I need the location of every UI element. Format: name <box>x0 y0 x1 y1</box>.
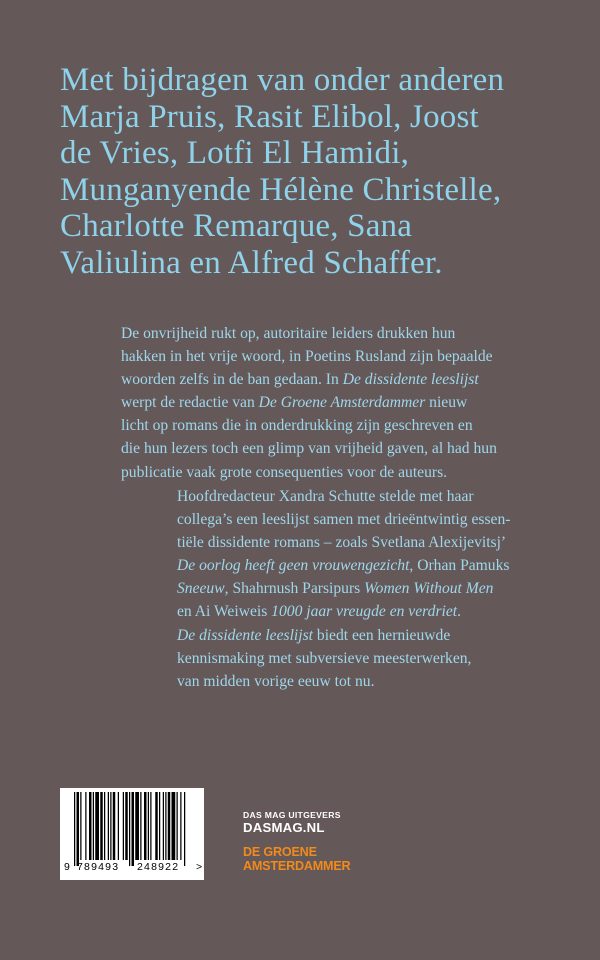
barcode-bar <box>113 792 116 860</box>
barcode-bar <box>144 792 147 860</box>
de-groene-logo <box>243 846 350 873</box>
text-run: en Ai Weiweis <box>177 603 272 621</box>
barcode-bar <box>148 792 149 860</box>
text-run: biedt een hernieuwde <box>313 627 451 644</box>
book-title: De dissidente leeslijst <box>177 627 313 644</box>
paragraph-line: licht op romans die in onderdrukking zijn geschreven en <box>121 417 473 435</box>
barcode-bar <box>95 792 99 860</box>
book-title: Sneeuw <box>177 580 225 598</box>
paragraph-line <box>121 391 581 414</box>
barcode-digits <box>60 861 204 877</box>
text-run: woorden zelfs in de ban gedaan. In <box>121 371 343 389</box>
barcode-arrow: > <box>196 861 203 873</box>
barcode-bar <box>184 792 185 866</box>
barcode-left-group: 789493 <box>77 861 120 873</box>
paragraph-line: De onvrijheid rukt op, autoritaire leiders drukken hun <box>121 325 456 342</box>
barcode-bar <box>89 792 92 860</box>
publisher-name: DAS MAG UITGEVERS <box>243 810 341 820</box>
paragraph-line: van midden vorige eeuw tot nu. <box>177 673 375 691</box>
logo-line: AMSTERDAMMER <box>243 858 351 873</box>
blurb-paragraph-2 <box>177 485 577 624</box>
headline-line: de Vries, Lotfi El Hamidi, <box>60 135 410 172</box>
barcode-bar <box>168 792 171 860</box>
paragraph-line <box>177 624 577 647</box>
barcode-bar <box>129 792 130 866</box>
publisher-logo <box>243 810 341 836</box>
barcode-bar <box>74 792 75 866</box>
blurb-paragraph-1 <box>121 322 581 484</box>
barcode-bar <box>163 792 164 860</box>
barcode-bar <box>180 792 181 860</box>
paragraph-line: tiële dissidente romans – zoals Svetlana Alexijevitsj’ <box>177 534 507 552</box>
barcode-bar <box>93 792 94 860</box>
headline-line: Met bijdragen van onder anderen <box>60 62 505 98</box>
headline-line: Marja Pruis, Rasit Elibol, Joost <box>60 98 479 135</box>
contributors-headline <box>60 62 580 282</box>
barcode-bar <box>104 792 105 860</box>
text-run: werpt de redactie van <box>121 394 259 412</box>
headline-line: Valiulina en Alfred Schaffer. <box>60 244 443 281</box>
barcode-bar <box>118 792 119 860</box>
barcode-bar <box>125 792 128 860</box>
barcode-bar <box>140 792 141 860</box>
book-title: De oorlog heeft geen vrouwengezicht <box>177 557 410 575</box>
barcode-bar <box>123 792 124 860</box>
barcode-bar <box>165 792 166 860</box>
barcode-bar <box>159 792 160 860</box>
paragraph-line: die hun lezers toch een glimp van vrijheid gaven, al had hun <box>121 440 497 458</box>
barcode-bar <box>150 792 151 860</box>
barcode-bar <box>108 792 109 860</box>
text-run: , Orhan Pamuks <box>409 557 510 575</box>
barcode-bar <box>77 792 80 866</box>
barcode-bar <box>85 792 86 860</box>
book-title: 1000 jaar vreugde en verdriet <box>271 603 458 621</box>
paragraph-line <box>177 577 577 600</box>
logo-line: DE GROENE <box>243 845 317 859</box>
barcode-bar <box>155 792 158 860</box>
headline-line: Munganyende Hélène Christelle, <box>60 171 502 208</box>
book-title: De dissidente leeslijst <box>342 371 479 389</box>
paragraph-line: hakken in het vrije woord, in Poetins Rusland zijn bepaalde <box>121 348 493 366</box>
magazine-title: De Groene Amsterdammer <box>258 394 426 412</box>
barcode-bar <box>100 792 103 860</box>
barcode-bar <box>110 792 111 860</box>
paragraph-line: Hoofdredacteur Xandra Schutte stelde met haar <box>177 488 474 505</box>
text-run: nieuw <box>425 394 468 412</box>
text-run: , Shahrnush Parsipurs <box>224 580 365 598</box>
barcode-bar <box>135 792 139 860</box>
isbn-barcode <box>60 788 204 880</box>
headline-line: Charlotte Remarque, Sana <box>60 208 413 245</box>
text-run: . <box>457 603 461 621</box>
paragraph-line: publicatie vaak grote consequenties voor de auteurs. <box>121 463 448 481</box>
barcode-bar <box>132 792 135 866</box>
paragraph-line: collega’s een leeslijst samen met drieëntwintig essen- <box>177 511 511 529</box>
publisher-url: DASMAG.NL <box>243 820 325 835</box>
paragraph-line <box>121 368 581 391</box>
barcode-right-group: 248922 <box>137 861 180 873</box>
blurb-paragraph-3 <box>177 624 577 693</box>
barcode-bar <box>80 792 81 860</box>
paragraph-line <box>177 554 577 577</box>
paragraph-line <box>177 600 577 623</box>
barcode-bar <box>177 792 178 860</box>
barcode-first-digit: 9 <box>64 861 70 873</box>
paragraph-line: kennismaking met subversieve meesterwerken, <box>177 650 472 668</box>
barcode-bar <box>172 792 176 860</box>
book-title: Women Without Men <box>364 580 494 598</box>
